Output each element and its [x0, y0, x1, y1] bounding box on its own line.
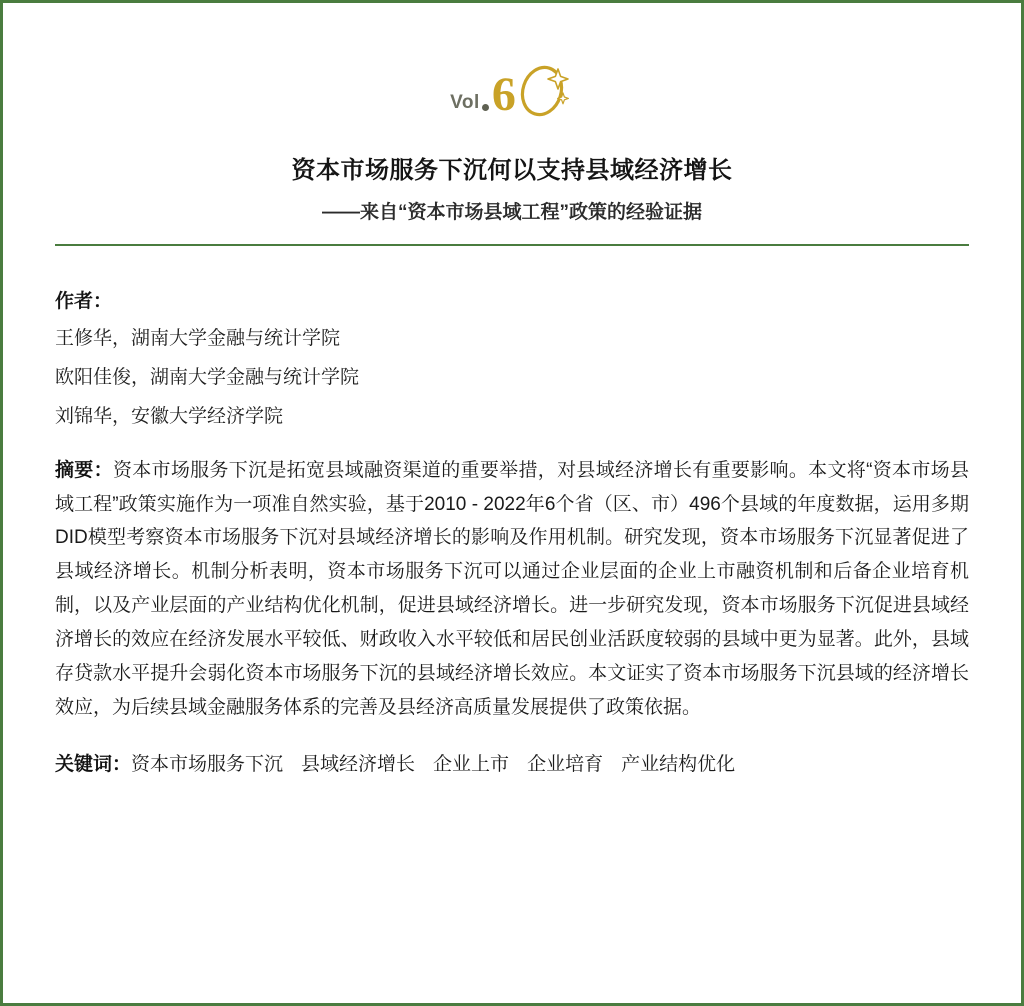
- keywords-section: [55, 750, 969, 780]
- abstract-label: 摘要：: [55, 459, 113, 481]
- journal-logo: [55, 55, 969, 121]
- abstract-text: 资本市场服务下沉是拓宽县域融资渠道的重要举措，对县域经济增长有重要影响。本文将“资本市场县域工程”政策实施作为一项准自然实验，基于2010 - 2022年6个省（区、市）496个县域的年度数据，运用多期DID模型考察资本市场服务下沉对县域经济增长的影响及作用机制。研究发现，资本市场服务下沉显著促进了县域经济增长。机制分析表明，资本市场服务下沉可以通过企业层面的企业上市融资机制和后备企业培育机制，以及产业层面的产业结构优化机制，促进县域经济增长。进一步研究发现，资本市场服务下沉促进县域经济增长的效应在经济发展水平较低、财政收入水平较低和居民创业活跃度较弱的县域中更为显著。此外，县域存贷款水平提升会弱化资本市场服务下沉的县域经济增长效应。本文证实了资本市场服务下沉县域的经济增长效应，为后续县域金融服务体系的完善及县经济高质量发展提供了政策依据。: [55, 459, 969, 718]
- page-title: 资本市场服务下沉何以支持县域经济增长: [291, 157, 733, 184]
- keyword-item: 企业培育: [527, 754, 604, 776]
- keyword-item: 资本市场服务下沉: [131, 754, 284, 776]
- logo-vol-label: Vol: [450, 92, 480, 113]
- abstract-section: [55, 454, 969, 725]
- title-block: [55, 155, 969, 246]
- author-item: 欧阳佳俊，湖南大学金融与统计学院: [55, 366, 360, 388]
- authors-label: 作者：: [55, 290, 113, 312]
- ring-sparkle-icon: [512, 59, 574, 121]
- keyword-item: 县域经济增长: [301, 754, 416, 776]
- logo-group: [450, 55, 574, 121]
- authors-section: [55, 286, 969, 426]
- author-item: 刘锦华，安徽大学经济学院: [55, 405, 284, 427]
- keywords-label: 关键词：: [55, 754, 132, 776]
- page-subtitle: ——来自“资本市场县域工程”政策的经验证据: [321, 202, 702, 224]
- keyword-item: 企业上市: [433, 754, 510, 776]
- logo-dot-icon: [482, 104, 489, 111]
- logo-volume-number: 6: [491, 68, 516, 121]
- keyword-item: 产业结构优化: [621, 754, 736, 776]
- page-inner: [3, 3, 1021, 1003]
- author-item: 王修华，湖南大学金融与统计学院: [55, 327, 341, 349]
